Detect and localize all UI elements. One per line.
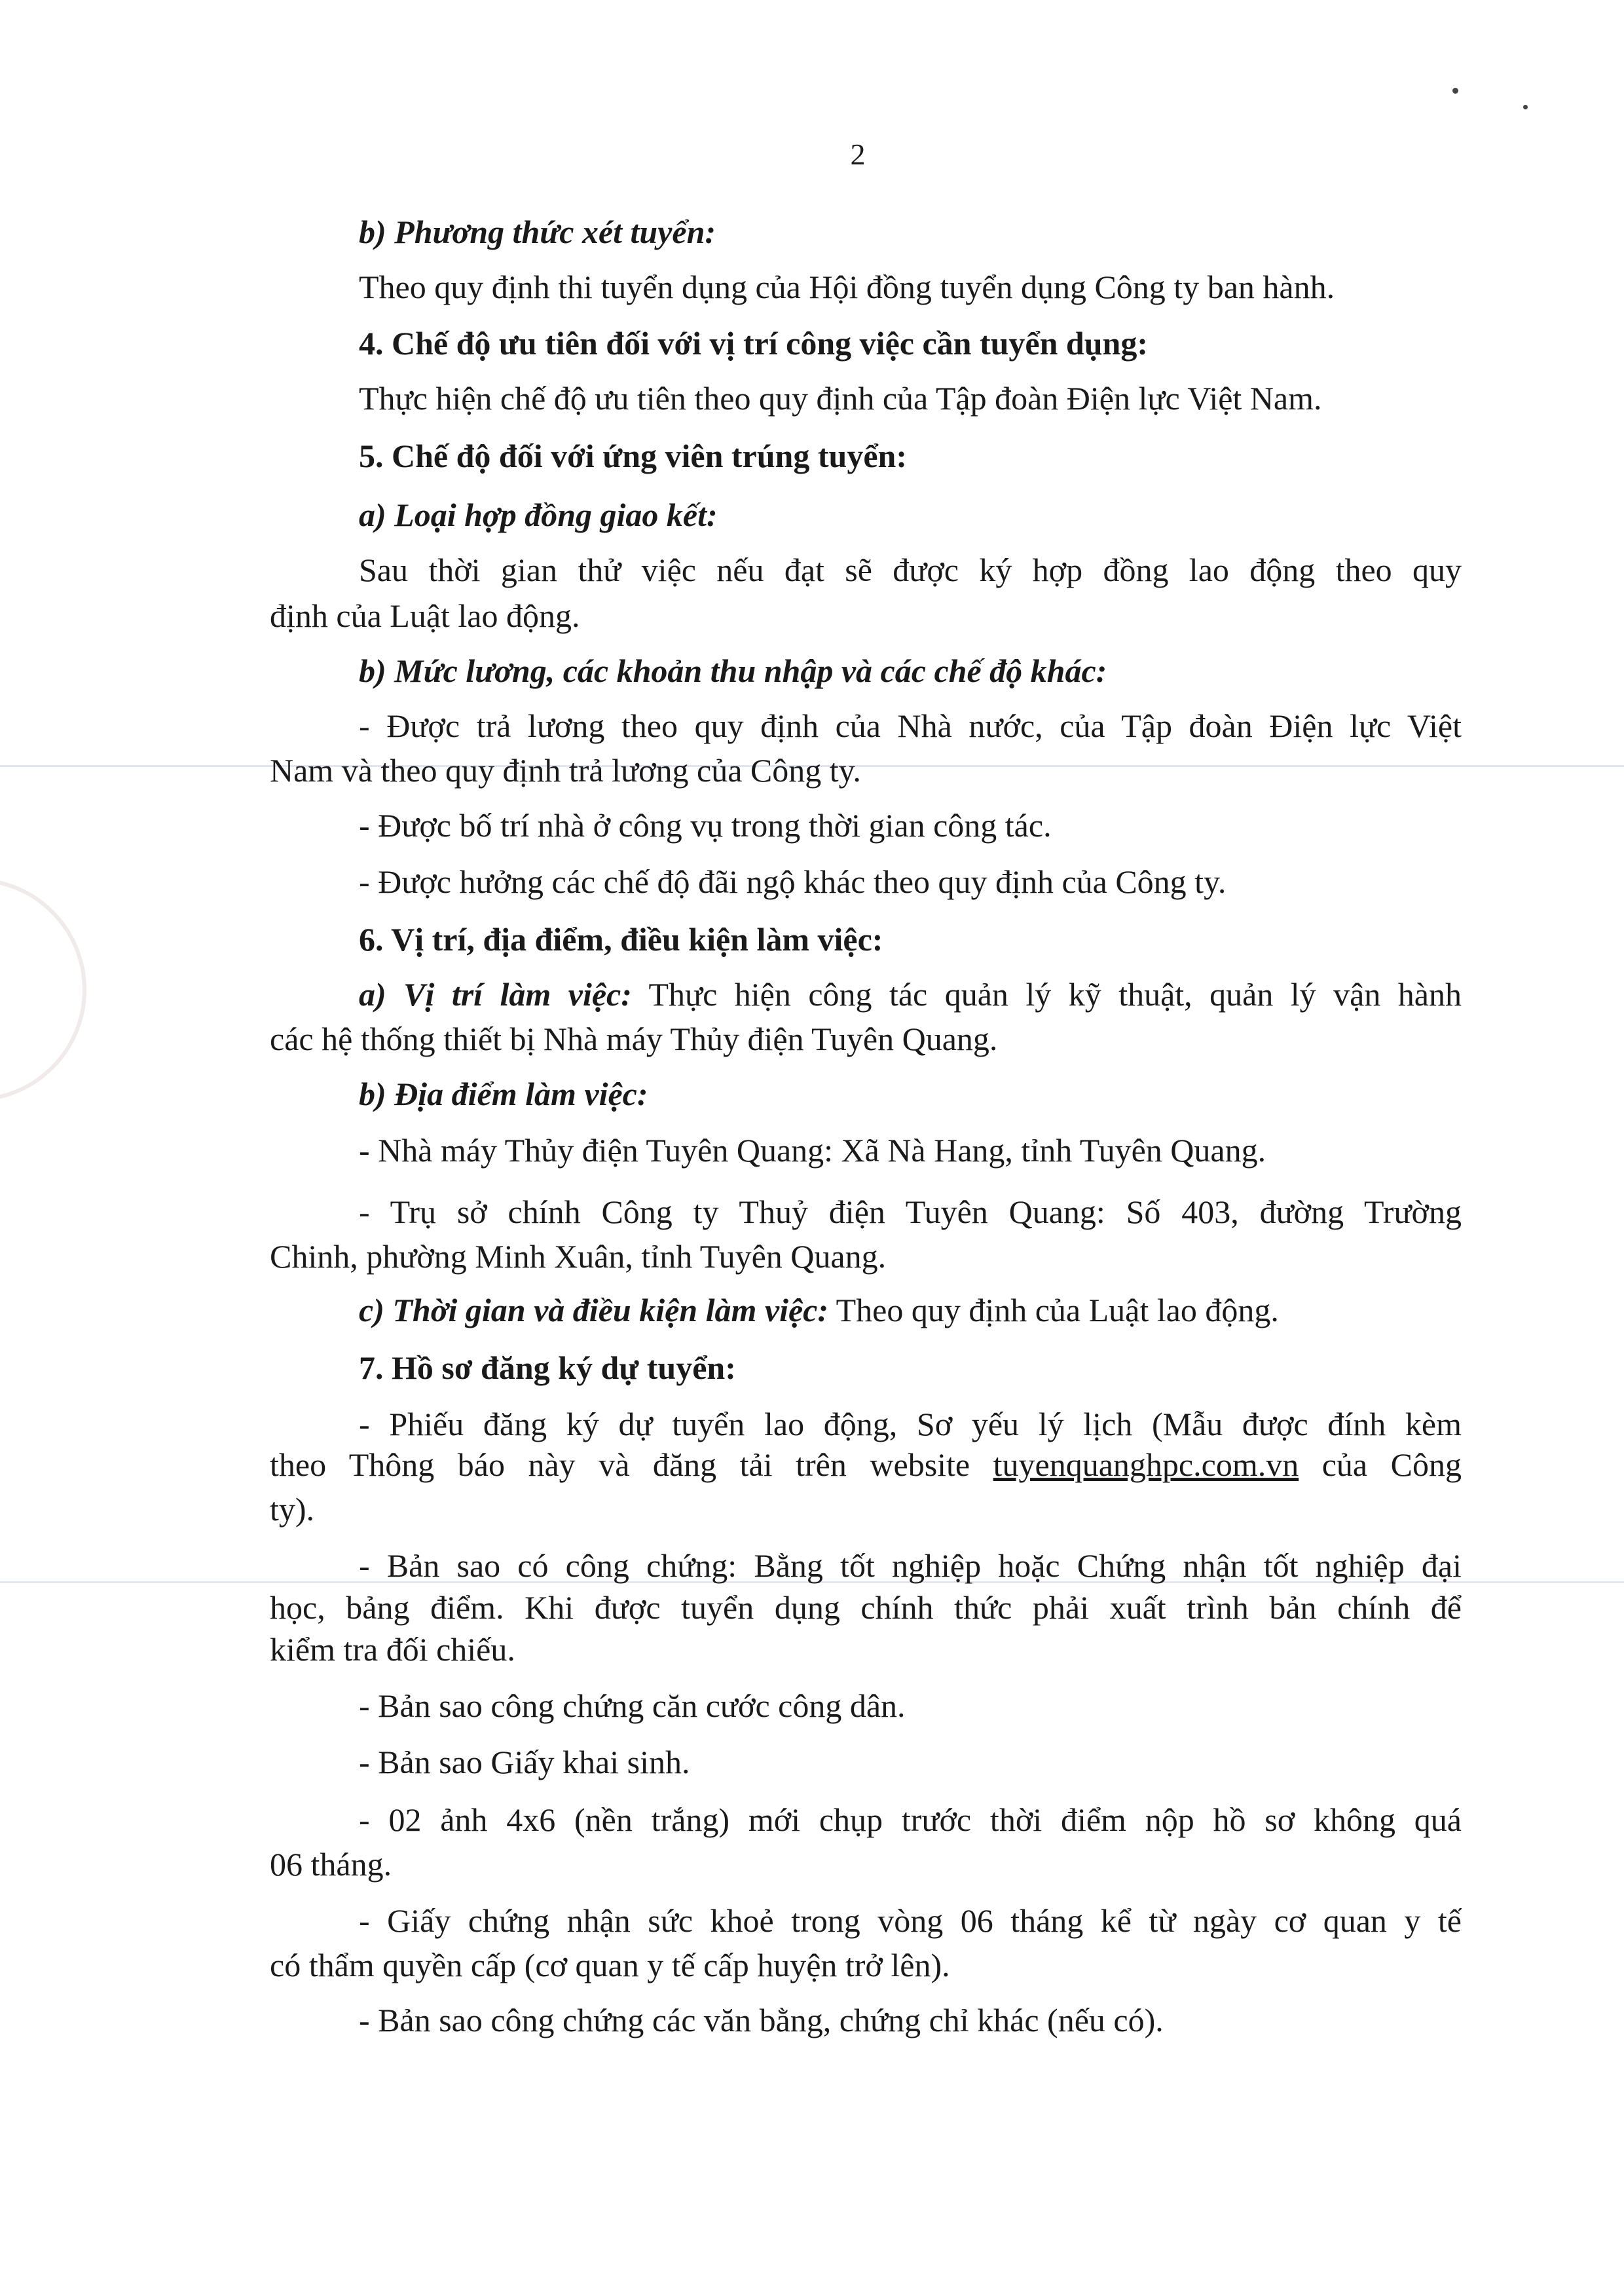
section-6-heading: 6. Vị trí, địa điểm, điều kiện làm việc:: [359, 921, 883, 958]
faded-stamp-edge: [0, 878, 86, 1102]
work-position-line1: [359, 972, 1462, 1017]
work-location-item2-line1: - Trụ sở chính Công ty Thuỷ điện Tuyên Quang: Số 403, đường Trường: [359, 1193, 1462, 1230]
documents-item1-line2: [270, 1442, 1462, 1487]
contract-type-text-line2: định của Luật lao động.: [270, 597, 580, 634]
salary-item1-line1: - Được trả lương theo quy định của Nhà nước, của Tập đoàn Điện lực Việt: [359, 707, 1462, 744]
salary-heading: b) Mức lương, các khoản thu nhập và các chế độ khác:: [359, 652, 1107, 689]
work-location-heading: b) Địa điểm làm việc:: [359, 1076, 648, 1112]
documents-item6-line2: có thẩm quyền cấp (cơ quan y tế cấp huyện trở lên).: [270, 1947, 950, 1983]
contract-type-heading: a) Loại hợp đồng giao kết:: [359, 497, 718, 533]
documents-item5-line1: - 02 ảnh 4x6 (nền trắng) mới chụp trước thời điểm nộp hồ sơ không quá: [359, 1801, 1462, 1838]
work-conditions-line: [359, 1288, 1462, 1332]
documents-item1-line1: - Phiếu đăng ký dự tuyển lao động, Sơ yếu lý lịch (Mẫu được đính kèm: [359, 1406, 1462, 1442]
work-position-line2: các hệ thống thiết bị Nhà máy Thủy điện Tuyên Quang.: [270, 1021, 998, 1057]
recruit-method-text: Theo quy định thi tuyển dụng của Hội đồng tuyển dụng Công ty ban hành.: [359, 269, 1335, 305]
scan-speck: [1452, 88, 1458, 94]
documents-item1-line3: ty).: [270, 1491, 315, 1528]
salary-item1-line2: Nam và theo quy định trả lương của Công ty.: [270, 752, 861, 789]
section-7-heading: 7. Hồ sơ đăng ký dự tuyển:: [359, 1349, 736, 1386]
section-5-heading: 5. Chế độ đối với ứng viên trúng tuyển:: [359, 438, 907, 474]
contract-type-text-line1: Sau thời gian thử việc nếu đạt sẽ được ký hợp đồng lao động theo quy: [359, 552, 1462, 588]
documents-item7: - Bản sao công chứng các văn bằng, chứng chỉ khác (nếu có).: [359, 2002, 1164, 2038]
documents-item6-line1: - Giấy chứng nhận sức khoẻ trong vòng 06 tháng kể từ ngày cơ quan y tế: [359, 1902, 1462, 1939]
work-position-text: Thực hiện công tác quản lý kỹ thuật, quản lý vận hành: [631, 976, 1462, 1013]
work-conditions-label: c) Thời gian và điều kiện làm việc:: [359, 1292, 828, 1328]
page-number: 2: [850, 138, 866, 171]
website-link[interactable]: tuyenquanghpc.com.vn: [993, 1446, 1299, 1483]
work-location-item1: - Nhà máy Thủy điện Tuyên Quang: Xã Nà Hang, tỉnh Tuyên Quang.: [359, 1132, 1266, 1169]
documents-item2-line3: kiểm tra đối chiếu.: [270, 1631, 515, 1668]
documents-item2-line1: - Bản sao có công chứng: Bằng tốt nghiệp hoặc Chứng nhận tốt nghiệp đại: [359, 1547, 1462, 1584]
documents-item5-line2: 06 tháng.: [270, 1846, 392, 1883]
scan-speck: [1523, 105, 1528, 109]
work-position-label: a) Vị trí làm việc:: [359, 976, 632, 1013]
documents-item1-text: theo Thông báo này và đăng tải trên website: [270, 1446, 993, 1483]
section-4-heading: 4. Chế độ ưu tiên đối với vị trí công việc cần tuyển dụng:: [359, 325, 1148, 362]
documents-item2-line2: học, bảng điểm. Khi được tuyển dụng chính thức phải xuất trình bản chính để: [270, 1589, 1462, 1626]
documents-item3: - Bản sao công chứng căn cước công dân.: [359, 1687, 906, 1724]
work-location-item2-line2: Chinh, phường Minh Xuân, tỉnh Tuyên Quang.: [270, 1238, 887, 1275]
work-conditions-text: Theo quy định của Luật lao động.: [828, 1292, 1279, 1328]
recruit-method-heading: b) Phương thức xét tuyển:: [359, 214, 716, 250]
documents-item1-text-end: của Công: [1299, 1446, 1462, 1483]
documents-item4: - Bản sao Giấy khai sinh.: [359, 1744, 690, 1780]
salary-item3: - Được hưởng các chế độ đãi ngộ khác theo quy định của Công ty.: [359, 863, 1227, 900]
salary-item2: - Được bố trí nhà ở công vụ trong thời gian công tác.: [359, 807, 1052, 844]
section-4-text: Thực hiện chế độ ưu tiên theo quy định của Tập đoàn Điện lực Việt Nam.: [359, 380, 1322, 417]
